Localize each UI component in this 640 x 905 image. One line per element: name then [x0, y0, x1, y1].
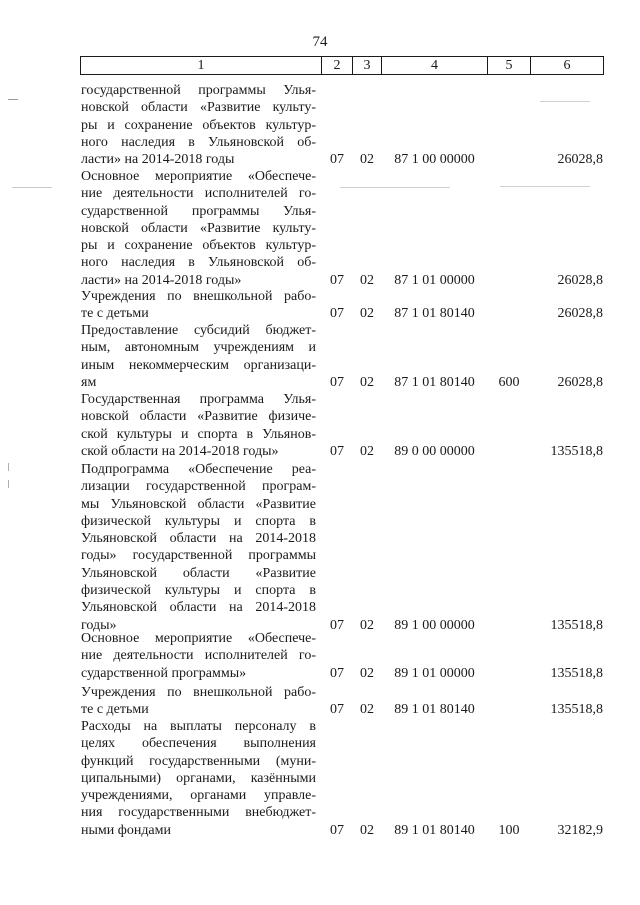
- description-line: Предоставление субсидий бюджет-: [81, 323, 316, 338]
- target-article-code: 89 0 00 00000: [394, 443, 475, 459]
- description-line: ской области на 2014-2018 годы»: [81, 443, 279, 459]
- amount: 135518,8: [550, 617, 603, 633]
- amount: 26028,8: [557, 306, 603, 322]
- header-cell-5: 5: [488, 57, 531, 75]
- description-line: иным некоммерческим организаци-: [81, 357, 316, 373]
- description-line: сударственной программы»: [81, 665, 247, 681]
- scan-artifact: [500, 186, 590, 187]
- row-description: [81, 82, 316, 168]
- expense-type-code: 100: [498, 822, 520, 838]
- description-line: новской области «Развитие культу-: [81, 100, 316, 116]
- header-cell-6: 6: [531, 57, 604, 75]
- target-article-code: 87 1 01 80140: [394, 306, 475, 322]
- amount: 135518,8: [550, 702, 603, 718]
- header-cell-2: 2: [322, 57, 353, 75]
- amount: 26028,8: [557, 272, 603, 288]
- description-line: Ульяновской области на 2014-2018: [81, 600, 316, 616]
- description-line: Учреждения по внешкольной рабо-: [81, 289, 316, 304]
- description-line: ласти» на 2014-2018 годы: [81, 152, 235, 168]
- description-line: ям: [81, 374, 97, 390]
- section-code: 07: [330, 152, 344, 168]
- target-article-code: 89 1 01 80140: [394, 702, 475, 718]
- target-article-code: 87 1 01 80140: [394, 374, 475, 390]
- target-article-code: 89 1 01 80140: [394, 822, 475, 838]
- section-code: 07: [330, 665, 344, 681]
- target-article-code: 87 1 01 00000: [394, 272, 475, 288]
- subsection-code: 02: [360, 152, 374, 168]
- subsection-code: 02: [360, 272, 374, 288]
- row-description: [81, 391, 316, 460]
- description-line: сударственной программы Улья-: [81, 203, 316, 219]
- description-line: Расходы на выплаты персоналу в: [81, 719, 316, 734]
- description-line: целях обеспечения выполнения: [81, 736, 316, 752]
- subsection-code: 02: [360, 306, 374, 322]
- subsection-code: 02: [360, 665, 374, 681]
- description-line: Подпрограмма «Обеспечение реа-: [81, 462, 316, 477]
- table-header: [80, 56, 604, 75]
- target-article-code: 87 1 00 00000: [394, 152, 475, 168]
- header-cell-1: 1: [81, 57, 322, 75]
- description-line: ласти» на 2014-2018 годы»: [81, 272, 242, 288]
- description-line: новской области «Развитие культу-: [81, 220, 316, 236]
- section-code: 07: [330, 702, 344, 718]
- row-description: [81, 288, 316, 323]
- description-line: ного наследия в Ульяновской об-: [81, 134, 316, 150]
- description-line: ного наследия в Ульяновской об-: [81, 255, 316, 271]
- section-code: 07: [330, 306, 344, 322]
- description-line: ние деятельности исполнителей го-: [81, 186, 316, 202]
- description-line: лизации государственной програм-: [81, 479, 316, 495]
- row-description: [81, 461, 316, 634]
- scan-artifact: [8, 99, 18, 100]
- section-code: 07: [330, 617, 344, 633]
- header-cell-3: 3: [353, 57, 382, 75]
- description-line: ным, автономным учреждениям и: [81, 340, 316, 356]
- description-line: годы» государственной программы: [81, 548, 316, 564]
- description-line: ния государственными внебюджет-: [81, 805, 316, 821]
- subsection-code: 02: [360, 702, 374, 718]
- description-line: мы Ульяновской области «Развитие: [81, 496, 316, 512]
- description-line: физической культуры и спорта в: [81, 513, 316, 529]
- description-line: новской области «Развитие физиче-: [81, 409, 316, 425]
- description-line: Государственная программа Улья-: [81, 392, 316, 407]
- description-line: ние деятельности исполнителей го-: [81, 648, 316, 664]
- amount: 135518,8: [550, 443, 603, 459]
- description-line: ры и сохранение объектов культур-: [81, 117, 316, 133]
- scan-artifact: [8, 480, 9, 488]
- description-line: Ульяновской области на 2014-2018: [81, 531, 316, 547]
- description-line: те с детьми: [81, 702, 149, 718]
- description-line: ципальными) органами, казёнными: [81, 770, 316, 786]
- section-code: 07: [330, 272, 344, 288]
- amount: 26028,8: [557, 152, 603, 168]
- scan-artifact: [8, 463, 9, 471]
- expense-type-code: 600: [498, 374, 520, 390]
- description-line: Основное мероприятие «Обеспече-: [81, 631, 316, 646]
- subsection-code: 02: [360, 443, 374, 459]
- description-line: физической культуры и спорта в: [81, 583, 316, 599]
- description-line: ными фондами: [81, 822, 172, 838]
- row-description: [81, 322, 316, 391]
- subsection-code: 02: [360, 822, 374, 838]
- target-article-code: 89 1 01 00000: [394, 665, 475, 681]
- description-line: ской культуры и спорта в Ульянов-: [81, 426, 316, 442]
- row-description: [81, 718, 316, 839]
- description-line: Учреждения по внешкольной рабо-: [81, 685, 316, 700]
- section-code: 07: [330, 374, 344, 390]
- scan-artifact: [340, 187, 450, 188]
- amount: 32182,9: [557, 822, 603, 838]
- row-description: [81, 168, 316, 289]
- page-number: 74: [312, 34, 328, 50]
- description-line: Ульяновской области «Развитие: [81, 565, 316, 581]
- section-code: 07: [330, 443, 344, 459]
- row-description: [81, 630, 316, 682]
- row-description: [81, 684, 316, 719]
- scan-artifact: [12, 187, 52, 188]
- description-line: те с детьми: [81, 306, 149, 322]
- amount: 26028,8: [557, 374, 603, 390]
- description-line: Основное мероприятие «Обеспече-: [81, 169, 316, 184]
- target-article-code: 89 1 00 00000: [394, 617, 475, 633]
- amount: 135518,8: [550, 665, 603, 681]
- subsection-code: 02: [360, 374, 374, 390]
- description-line: годы»: [81, 617, 117, 633]
- scan-artifact: [540, 101, 590, 102]
- description-line: функций государственными (муни-: [81, 753, 316, 769]
- section-code: 07: [330, 822, 344, 838]
- header-cell-4: 4: [382, 57, 488, 75]
- description-line: государственной программы Улья-: [81, 83, 316, 98]
- description-line: учреждениями, органами управле-: [81, 788, 316, 804]
- description-line: ры и сохранение объектов культур-: [81, 238, 316, 254]
- subsection-code: 02: [360, 617, 374, 633]
